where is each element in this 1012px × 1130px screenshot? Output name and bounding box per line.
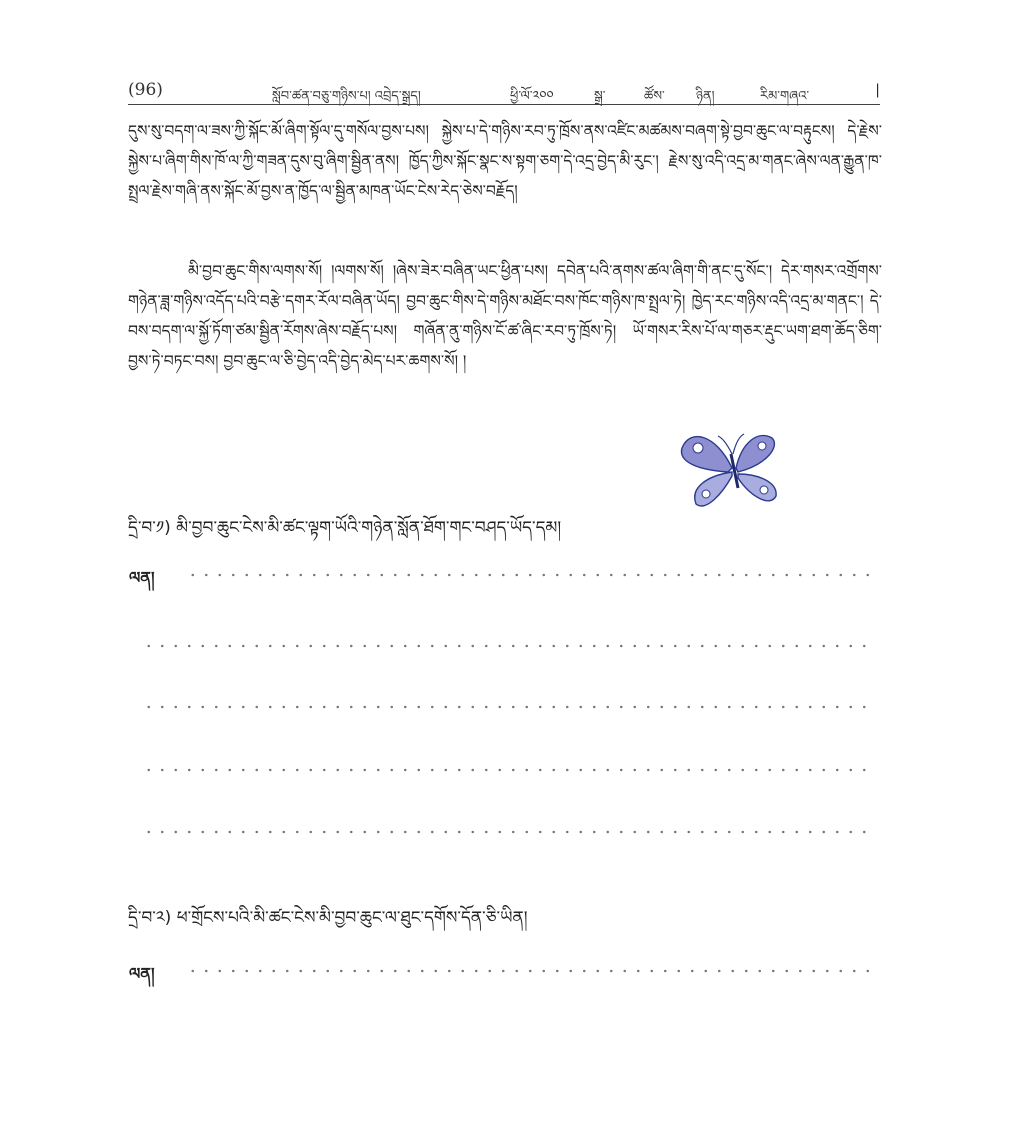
answer-label-2: ལན། xyxy=(129,964,155,983)
page-header xyxy=(128,78,880,104)
header-field-4: རིམ་གཞའ་ xyxy=(760,89,810,104)
story-paragraph-2: མི་བྱབ་ཆུང་གིས་ལགས་སོ། །ལགས་སོ། །ཞེས་ཟེར་བཞིན་ཡང་ཕྱིན་པས། དབེན་པའི་ནགས་ཚལ་ཞིག་གི་ནང་དུ་སོང་། དེར་གསར་འགྲོགས་གཉེན་ཟླ་གཉིས་འདོད་པའི་བརྩེ་དགར་རོལ་བཞིན་ཡོད། བྱབ་ཆུང་གིས་དེ་གཉིས་མཐོང་བས་ཁོང་གཉིས་ཁ་སྤྲལ་ཏེ། ཁྱེད་རང་གཉིས་འདི་འདྲ་མ་གནང་། དེ་བས་བདག་ལ་སྐྱོ་ཏོག་ཙམ་སྦྱིན་རོགས་ཞེས་བརྗོད་པས། གཞོན་ནུ་གཉིས་ངོ་ཚ་ཞིང་རབ་ཏུ་ཁྲོས་ཏེ། ཡོ་གསར་རིས་པོ་ལ་གཅར་རྡུང་ཡག་ཐག་ཆོད་ཅིག་བྱས་ཏེ་བཏང་བས། བྱབ་ཆུང་ལ་ཅི་བྱེད་འདི་བྱེད་མེད་པར་ཆགས་སོ། ། xyxy=(128,262,882,370)
butterfly-illustration xyxy=(676,424,786,514)
answer-label-1: ལན། xyxy=(129,568,155,587)
header-lesson-title: སློབ་ཚན་བཅུ་གཉིས་པ། འབྲེད་སྒྲད། xyxy=(272,89,421,104)
answer-line-2a[interactable] xyxy=(186,969,870,973)
header-field-3: ཉིན། xyxy=(696,89,715,104)
question-2: དྲི་བ་༢) ཕ་གྲོངས་པའི་མི་ཚང་ངེས་མི་བྱབ་ཆུང་ལ་ཐུང་དགོས་དོན་ཅི་ཡིན། xyxy=(128,908,528,928)
header-year: ཕྱི་ལོ་༢༠༠ xyxy=(510,89,554,104)
question-1: དྲི་བ་༡) མི་བྱབ་ཆུང་ངེས་མི་ཚང་ལྟག་ཡོའི་གཉེན་སློན་ཐོག་གང་བཤད་ཡོད་དམ། xyxy=(128,518,562,538)
answer-line-1d[interactable] xyxy=(142,768,870,772)
story-paragraph-1: དུས་སུ་བདག་ལ་ཟས་ཀྱི་སྐོང་མོ་ཞིག་སྟོལ་དུ་གསོལ་བྱས་པས། སྐྱེས་པ་དེ་གཉིས་རབ་ཏུ་ཁྲོས་ནས་འཛིང་མཚམས་བཞག་སྟེ་བྱབ་ཆུང་ལ་བརྟུངས། དེ་རྗེས་སྐྱེས་པ་ཞིག་གིས་ཁོ་ལ་ཀྱི་གཟན་དུས་བུ་ཞིག་སྦྱིན་ནས། ཁྱོད་ཀྱིས་སྐོང་སྣང་ས་སྟག་ཅག་དེ་འདྲ་བྱེད་མི་རུང་། རྗེས་སུ་འདི་འདྲ་མ་གནང་ཞེས་ལན་རྒྱུན་ཁ་སྤྲལ་རྗེས་གཞི་ནས་སྐོང་མོ་བྱས་ན་ཁྱོད་ལ་སྦྱིན་མཁན་ཡོང་ངེས་རེད་ཅེས་བརྗོད། xyxy=(128,122,882,200)
answer-line-1c[interactable] xyxy=(142,705,870,709)
page-number: (96) xyxy=(128,80,163,100)
header-field-2: ཚོས་ xyxy=(644,89,665,104)
answer-line-1b[interactable] xyxy=(142,644,870,648)
header-end-mark: | xyxy=(875,82,880,98)
answer-line-1a[interactable] xyxy=(186,573,870,577)
header-rule xyxy=(128,104,880,105)
header-field-1: སྒྲ་ xyxy=(594,89,606,104)
answer-line-1e[interactable] xyxy=(142,830,870,834)
